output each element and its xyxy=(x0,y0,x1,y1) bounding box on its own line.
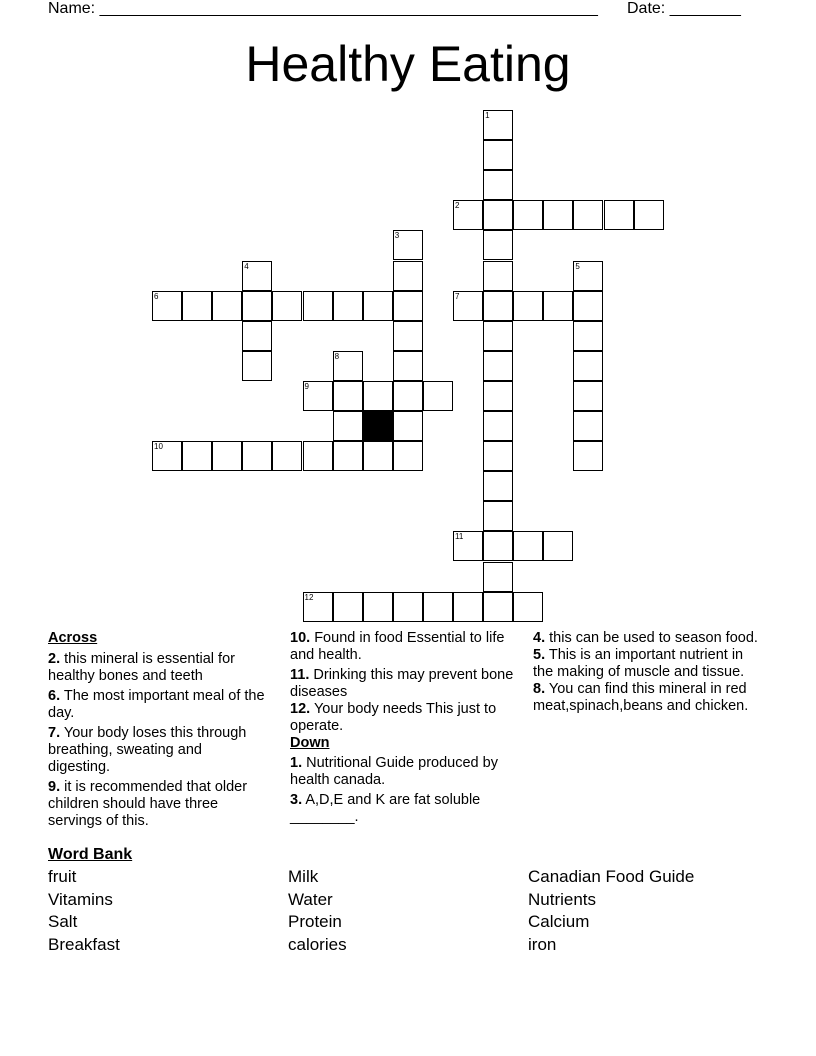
black-square xyxy=(363,411,393,441)
clue-number: 4 xyxy=(244,261,249,271)
crossword-cell[interactable] xyxy=(483,501,513,531)
crossword-cell[interactable] xyxy=(212,291,242,321)
crossword-cell[interactable] xyxy=(242,351,272,381)
word-bank-item: Protein xyxy=(288,912,342,932)
clue-number: 6 xyxy=(154,291,159,301)
word-bank-item: Water xyxy=(288,889,333,909)
crossword-cell[interactable] xyxy=(483,321,513,351)
word-bank-item: Salt xyxy=(48,912,78,932)
clue-across-9: 9. it is recommended that older children should have three servings of this. xyxy=(48,779,248,829)
clue-number: 9 xyxy=(304,381,309,391)
crossword-cell[interactable] xyxy=(242,291,272,321)
clue-number: 1 xyxy=(485,111,490,120)
crossword-cell[interactable] xyxy=(182,291,212,321)
crossword-cell[interactable] xyxy=(483,562,513,592)
crossword-cell[interactable] xyxy=(393,230,423,260)
crossword-cell[interactable] xyxy=(513,291,543,321)
crossword-cell[interactable] xyxy=(393,321,423,351)
crossword-cell[interactable] xyxy=(483,230,513,260)
crossword-cell[interactable] xyxy=(363,441,393,471)
crossword-cell[interactable] xyxy=(393,381,423,411)
crossword-cell[interactable] xyxy=(393,291,423,321)
clue-across-10: 10. Found in food Essential to life and health. xyxy=(290,630,505,663)
clue-number: 3 xyxy=(394,231,400,241)
crossword-cell[interactable] xyxy=(573,381,603,411)
crossword-cell[interactable] xyxy=(453,291,483,321)
word-bank-item: Milk xyxy=(288,867,319,886)
crossword-cell[interactable] xyxy=(333,592,363,622)
clue-down-3: 3. A,D,E and K are fat soluble ________. xyxy=(290,792,481,825)
crossword-cell[interactable] xyxy=(513,592,543,622)
word-bank-item: iron xyxy=(528,935,557,955)
clue-across-6: 6. The most important meal of the day. xyxy=(48,688,265,721)
crossword-cell[interactable] xyxy=(634,200,664,230)
crossword-cell[interactable] xyxy=(483,170,513,200)
clue-number: 2 xyxy=(455,201,460,211)
clues-column-1 xyxy=(48,630,268,833)
name-field[interactable]: Name: ________________________________________________________ xyxy=(48,0,598,17)
crossword-cell[interactable] xyxy=(393,441,423,471)
crossword-cell[interactable] xyxy=(182,441,212,471)
crossword-cell[interactable] xyxy=(393,261,423,291)
crossword-cell[interactable] xyxy=(152,441,182,471)
clue-number: 7 xyxy=(455,291,460,301)
clue-number: 12 xyxy=(304,592,314,602)
crossword-cell[interactable] xyxy=(242,441,272,471)
crossword-cell[interactable] xyxy=(212,441,242,471)
crossword-cell[interactable] xyxy=(573,411,603,441)
crossword-cell[interactable] xyxy=(303,381,333,411)
clue-down-5: 5. This is an important nutrient in the making of muscle and tissue. xyxy=(533,647,745,680)
crossword-cell[interactable] xyxy=(483,531,513,561)
crossword-cell[interactable] xyxy=(423,381,453,411)
crossword-cell[interactable] xyxy=(333,291,363,321)
crossword-cell[interactable] xyxy=(303,592,333,622)
across-heading: Across xyxy=(48,630,98,646)
clue-down-1: 1. Nutritional Guide produced by health canada. xyxy=(290,755,498,788)
crossword-cell[interactable] xyxy=(573,200,603,230)
crossword-cell[interactable] xyxy=(604,200,634,230)
crossword-cell[interactable] xyxy=(483,471,513,501)
crossword-cell[interactable] xyxy=(272,441,302,471)
crossword-cell[interactable] xyxy=(303,441,333,471)
crossword-cell[interactable] xyxy=(333,441,363,471)
word-bank-heading: Word Bank xyxy=(48,846,133,863)
down-heading: Down xyxy=(290,735,330,751)
clue-number: 5 xyxy=(575,261,580,271)
clue-across-7: 7. Your body loses this through breathing, sweating and digesting. xyxy=(48,725,247,775)
clue-number: 10 xyxy=(154,442,163,452)
crossword-cell[interactable] xyxy=(483,592,513,622)
clue-number: 8 xyxy=(334,351,340,361)
crossword-cell[interactable] xyxy=(513,200,543,230)
crossword-cell[interactable] xyxy=(363,381,393,411)
crossword-cell[interactable] xyxy=(483,140,513,170)
crossword-cell[interactable] xyxy=(152,291,182,321)
page-title: Healthy Eating xyxy=(245,36,571,92)
clue-across-11: 11. Drinking this may prevent bone diseases xyxy=(290,667,514,700)
crossword-cell[interactable] xyxy=(363,592,393,622)
crossword-cell[interactable] xyxy=(573,261,603,291)
word-bank-column-3 xyxy=(528,866,694,957)
crossword-cell[interactable] xyxy=(573,321,603,351)
clue-down-8: 8. You can find this mineral in red meat,spinach,beans and chicken. xyxy=(533,681,749,714)
clue-number: 11 xyxy=(455,532,464,542)
crossword-cell[interactable] xyxy=(573,291,603,321)
crossword-cell[interactable] xyxy=(333,411,363,441)
word-bank-item: Vitamins xyxy=(48,889,113,909)
word-bank-item: calories xyxy=(288,935,347,955)
clues-column-3 xyxy=(533,630,765,718)
clue-down-4: 4. this can be used to season food. xyxy=(533,630,758,646)
crossword-cell[interactable] xyxy=(363,291,393,321)
crossword-cell[interactable] xyxy=(453,200,483,230)
crossword-cell[interactable] xyxy=(333,381,363,411)
date-field[interactable]: Date: ________ xyxy=(627,0,741,17)
crossword-cell[interactable] xyxy=(393,351,423,381)
crossword-cell[interactable] xyxy=(242,321,272,351)
crossword-cell[interactable] xyxy=(303,291,333,321)
crossword-cell[interactable] xyxy=(513,531,543,561)
crossword-cell[interactable] xyxy=(333,351,363,381)
word-bank-column-2 xyxy=(288,866,347,957)
crossword-cell[interactable] xyxy=(453,592,483,622)
crossword-cell[interactable] xyxy=(483,110,513,140)
word-bank-item: Breakfast xyxy=(48,935,120,955)
word-bank-item: Canadian Food Guide xyxy=(528,867,695,886)
crossword-cell[interactable] xyxy=(483,291,513,321)
crossword-cell[interactable] xyxy=(483,261,513,291)
crossword-cell[interactable] xyxy=(423,592,453,622)
crossword-cell[interactable] xyxy=(483,411,513,441)
crossword-cell[interactable] xyxy=(483,351,513,381)
clue-across-2: 2. this mineral is essential for healthy bones and teeth xyxy=(48,651,235,684)
crossword-cell[interactable] xyxy=(573,441,603,471)
crossword-cell[interactable] xyxy=(573,351,603,381)
crossword-cell[interactable] xyxy=(272,291,302,321)
crossword-cell[interactable] xyxy=(483,200,513,230)
crossword-cell[interactable] xyxy=(543,531,573,561)
word-bank-item: fruit xyxy=(48,867,77,886)
crossword-cell[interactable] xyxy=(483,441,513,471)
word-bank-column-1 xyxy=(48,866,120,957)
clue-across-12: 12. Your body needs This just to operate. xyxy=(290,701,497,734)
crossword-cell[interactable] xyxy=(393,592,423,622)
crossword-cell[interactable] xyxy=(393,411,423,441)
crossword-cell[interactable] xyxy=(543,200,573,230)
crossword-cell[interactable] xyxy=(242,261,272,291)
clues-column-2 xyxy=(290,630,518,829)
crossword-cell[interactable] xyxy=(543,291,573,321)
crossword-cell[interactable] xyxy=(453,531,483,561)
crossword-cell[interactable] xyxy=(483,381,513,411)
word-bank-item: Calcium xyxy=(528,912,590,932)
word-bank-item: Nutrients xyxy=(528,889,597,909)
